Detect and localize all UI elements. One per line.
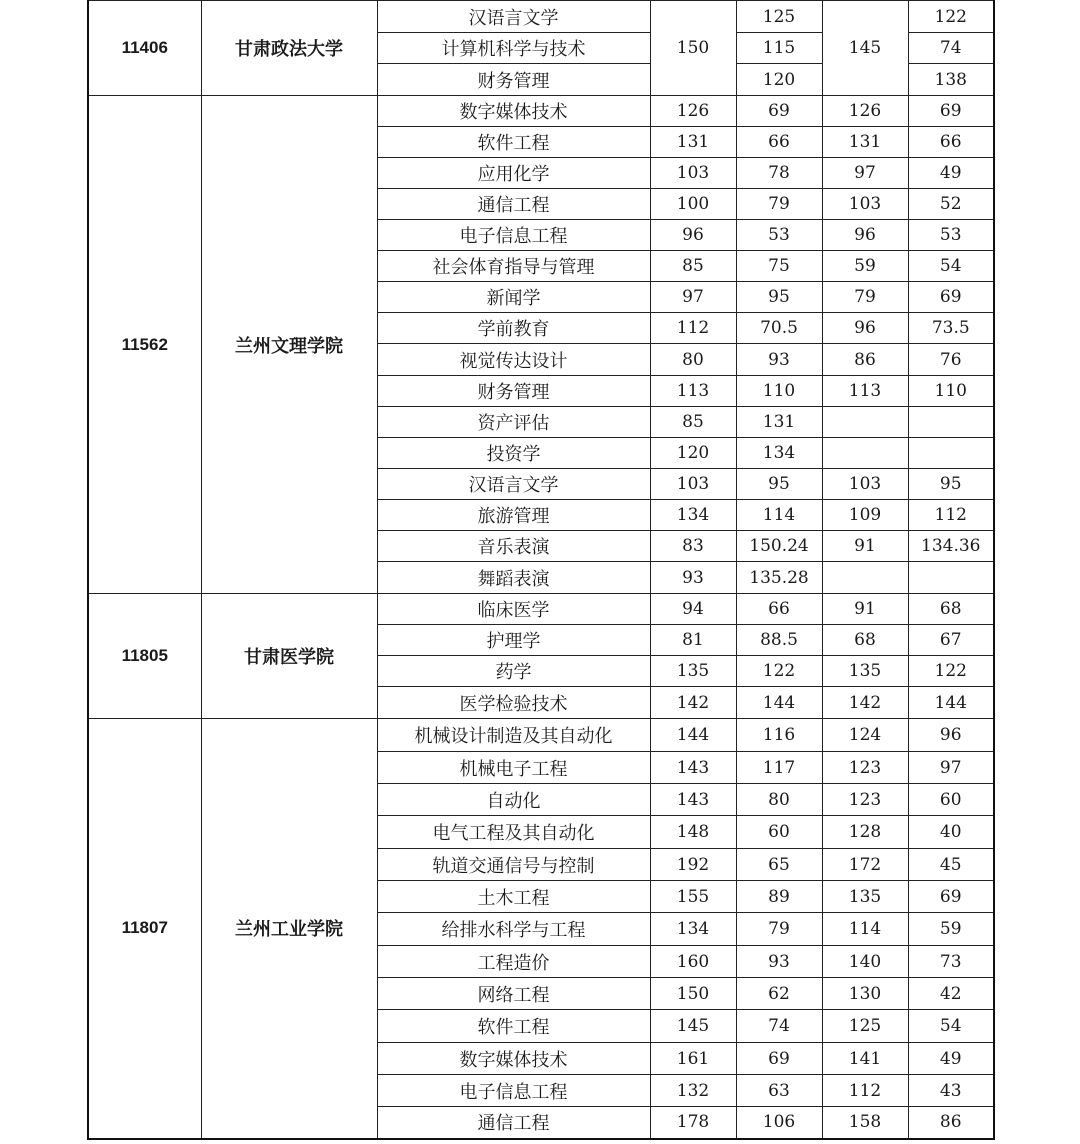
score-cell: 128 [822, 816, 908, 849]
school-code-cell: 11406 [88, 1, 201, 96]
score-cell: 145 [822, 1, 908, 96]
score-cell [822, 438, 908, 469]
score-cell: 109 [822, 500, 908, 531]
score-cell: 123 [822, 784, 908, 816]
score-cell: 178 [650, 1107, 736, 1139]
score-cell: 120 [736, 64, 822, 96]
score-cell: 81 [650, 625, 736, 656]
major-cell: 新闻学 [377, 282, 650, 313]
score-cell: 96 [908, 719, 994, 752]
score-cell: 122 [736, 656, 822, 687]
major-cell: 护理学 [377, 625, 650, 656]
score-cell: 66 [736, 594, 822, 625]
score-cell: 66 [736, 127, 822, 158]
major-cell: 医学检验技术 [377, 687, 650, 719]
score-cell: 114 [822, 913, 908, 946]
score-cell: 63 [736, 1075, 822, 1107]
score-cell: 59 [822, 251, 908, 282]
major-cell: 汉语言文学 [377, 1, 650, 33]
score-cell: 144 [650, 719, 736, 752]
school-code-cell: 11562 [88, 96, 201, 594]
score-cell: 74 [908, 33, 994, 64]
score-cell: 126 [822, 96, 908, 127]
score-cell: 70.5 [736, 313, 822, 344]
major-cell: 自动化 [377, 784, 650, 816]
score-cell: 60 [908, 784, 994, 816]
score-cell: 125 [822, 1010, 908, 1043]
score-cell: 110 [736, 376, 822, 407]
score-cell: 143 [650, 784, 736, 816]
table-row [88, 96, 994, 127]
score-cell: 88.5 [736, 625, 822, 656]
table-row [88, 594, 994, 625]
score-cell: 40 [908, 816, 994, 849]
score-cell: 144 [736, 687, 822, 719]
score-table-container [87, 0, 993, 1140]
score-cell: 68 [822, 625, 908, 656]
score-cell: 150 [650, 978, 736, 1010]
school-name-cell: 兰州工业学院 [201, 719, 377, 1139]
major-cell: 机械电子工程 [377, 752, 650, 784]
score-cell: 96 [822, 220, 908, 251]
score-cell: 161 [650, 1043, 736, 1075]
score-cell: 85 [650, 407, 736, 438]
score-cell [908, 562, 994, 594]
score-cell: 112 [822, 1075, 908, 1107]
major-cell: 汉语言文学 [377, 469, 650, 500]
score-cell: 134 [736, 438, 822, 469]
score-cell: 86 [908, 1107, 994, 1139]
score-cell: 145 [650, 1010, 736, 1043]
score-cell: 93 [650, 562, 736, 594]
score-cell: 91 [822, 594, 908, 625]
score-cell: 91 [822, 531, 908, 562]
major-cell: 工程造价 [377, 946, 650, 978]
major-cell: 数字媒体技术 [377, 96, 650, 127]
major-cell: 药学 [377, 656, 650, 687]
score-cell: 76 [908, 344, 994, 376]
major-cell: 学前教育 [377, 313, 650, 344]
score-cell: 134 [650, 913, 736, 946]
major-cell: 土木工程 [377, 881, 650, 913]
score-cell: 144 [908, 687, 994, 719]
score-cell: 192 [650, 849, 736, 881]
score-cell: 86 [822, 344, 908, 376]
score-cell: 141 [822, 1043, 908, 1075]
score-cell: 69 [908, 881, 994, 913]
score-cell: 79 [822, 282, 908, 313]
score-cell: 97 [908, 752, 994, 784]
major-cell: 财务管理 [377, 64, 650, 96]
score-cell: 67 [908, 625, 994, 656]
score-cell: 160 [650, 946, 736, 978]
score-cell [908, 438, 994, 469]
score-cell: 80 [736, 784, 822, 816]
major-cell: 视觉传达设计 [377, 344, 650, 376]
score-cell: 116 [736, 719, 822, 752]
major-cell: 通信工程 [377, 189, 650, 220]
score-cell: 120 [650, 438, 736, 469]
score-cell: 131 [736, 407, 822, 438]
major-cell: 投资学 [377, 438, 650, 469]
score-cell: 42 [908, 978, 994, 1010]
major-cell: 财务管理 [377, 376, 650, 407]
table-row [88, 1, 994, 33]
score-cell: 100 [650, 189, 736, 220]
major-cell: 舞蹈表演 [377, 562, 650, 594]
score-cell: 83 [650, 531, 736, 562]
score-table [87, 0, 995, 1140]
score-cell: 135 [650, 656, 736, 687]
major-cell: 社会体育指导与管理 [377, 251, 650, 282]
major-cell: 电气工程及其自动化 [377, 816, 650, 849]
score-cell: 114 [736, 500, 822, 531]
score-cell: 158 [822, 1107, 908, 1139]
major-cell: 旅游管理 [377, 500, 650, 531]
score-cell: 103 [650, 158, 736, 189]
score-cell: 134.36 [908, 531, 994, 562]
major-cell: 资产评估 [377, 407, 650, 438]
score-cell [822, 407, 908, 438]
score-cell: 73.5 [908, 313, 994, 344]
score-cell: 155 [650, 881, 736, 913]
score-cell: 113 [822, 376, 908, 407]
score-cell: 54 [908, 1010, 994, 1043]
score-cell: 62 [736, 978, 822, 1010]
score-cell: 143 [650, 752, 736, 784]
score-cell: 60 [736, 816, 822, 849]
score-cell: 103 [650, 469, 736, 500]
major-cell: 给排水科学与工程 [377, 913, 650, 946]
score-cell: 140 [822, 946, 908, 978]
score-cell: 132 [650, 1075, 736, 1107]
score-cell: 135 [822, 881, 908, 913]
score-cell: 106 [736, 1107, 822, 1139]
score-cell: 75 [736, 251, 822, 282]
score-cell: 89 [736, 881, 822, 913]
score-cell: 115 [736, 33, 822, 64]
score-cell: 74 [736, 1010, 822, 1043]
score-cell: 79 [736, 189, 822, 220]
score-cell: 65 [736, 849, 822, 881]
score-cell: 66 [908, 127, 994, 158]
major-cell: 音乐表演 [377, 531, 650, 562]
score-cell: 97 [822, 158, 908, 189]
score-cell: 123 [822, 752, 908, 784]
score-cell: 53 [908, 220, 994, 251]
score-cell: 150 [650, 1, 736, 96]
score-cell: 49 [908, 158, 994, 189]
score-cell: 138 [908, 64, 994, 96]
score-cell [822, 562, 908, 594]
school-name-cell: 甘肃政法大学 [201, 1, 377, 96]
score-cell: 69 [736, 96, 822, 127]
score-cell: 69 [908, 96, 994, 127]
score-cell: 103 [822, 189, 908, 220]
score-cell: 95 [736, 282, 822, 313]
major-cell: 电子信息工程 [377, 220, 650, 251]
major-cell: 计算机科学与技术 [377, 33, 650, 64]
score-cell: 135 [822, 656, 908, 687]
score-cell: 85 [650, 251, 736, 282]
score-cell: 113 [650, 376, 736, 407]
score-cell: 126 [650, 96, 736, 127]
score-cell: 150.24 [736, 531, 822, 562]
score-cell: 93 [736, 344, 822, 376]
score-cell: 52 [908, 189, 994, 220]
major-cell: 临床医学 [377, 594, 650, 625]
major-cell: 电子信息工程 [377, 1075, 650, 1107]
major-cell: 数字媒体技术 [377, 1043, 650, 1075]
score-cell: 95 [908, 469, 994, 500]
score-cell: 125 [736, 1, 822, 33]
score-cell: 110 [908, 376, 994, 407]
table-row [88, 719, 994, 752]
score-cell: 95 [736, 469, 822, 500]
score-cell: 112 [908, 500, 994, 531]
score-cell: 103 [822, 469, 908, 500]
score-cell: 117 [736, 752, 822, 784]
score-cell: 68 [908, 594, 994, 625]
score-cell: 94 [650, 594, 736, 625]
score-cell: 80 [650, 344, 736, 376]
score-cell: 96 [650, 220, 736, 251]
score-cell: 69 [908, 282, 994, 313]
score-cell: 142 [822, 687, 908, 719]
score-cell: 79 [736, 913, 822, 946]
major-cell: 应用化学 [377, 158, 650, 189]
school-name-cell: 兰州文理学院 [201, 96, 377, 594]
score-cell: 59 [908, 913, 994, 946]
school-code-cell: 11805 [88, 594, 201, 719]
score-cell: 73 [908, 946, 994, 978]
major-cell: 轨道交通信号与控制 [377, 849, 650, 881]
score-cell: 172 [822, 849, 908, 881]
major-cell: 网络工程 [377, 978, 650, 1010]
score-cell: 97 [650, 282, 736, 313]
score-cell: 122 [908, 1, 994, 33]
score-cell: 131 [822, 127, 908, 158]
major-cell: 机械设计制造及其自动化 [377, 719, 650, 752]
score-cell: 43 [908, 1075, 994, 1107]
score-cell: 124 [822, 719, 908, 752]
score-cell: 69 [736, 1043, 822, 1075]
score-cell: 96 [822, 313, 908, 344]
score-cell: 148 [650, 816, 736, 849]
major-cell: 通信工程 [377, 1107, 650, 1139]
score-cell: 122 [908, 656, 994, 687]
score-cell: 134 [650, 500, 736, 531]
school-name-cell: 甘肃医学院 [201, 594, 377, 719]
score-cell: 131 [650, 127, 736, 158]
major-cell: 软件工程 [377, 1010, 650, 1043]
score-cell [908, 407, 994, 438]
score-cell: 130 [822, 978, 908, 1010]
major-cell: 软件工程 [377, 127, 650, 158]
score-cell: 112 [650, 313, 736, 344]
score-cell: 54 [908, 251, 994, 282]
score-cell: 49 [908, 1043, 994, 1075]
score-cell: 135.28 [736, 562, 822, 594]
score-cell: 142 [650, 687, 736, 719]
score-cell: 93 [736, 946, 822, 978]
school-code-cell: 11807 [88, 719, 201, 1139]
score-cell: 45 [908, 849, 994, 881]
score-cell: 78 [736, 158, 822, 189]
score-cell: 53 [736, 220, 822, 251]
